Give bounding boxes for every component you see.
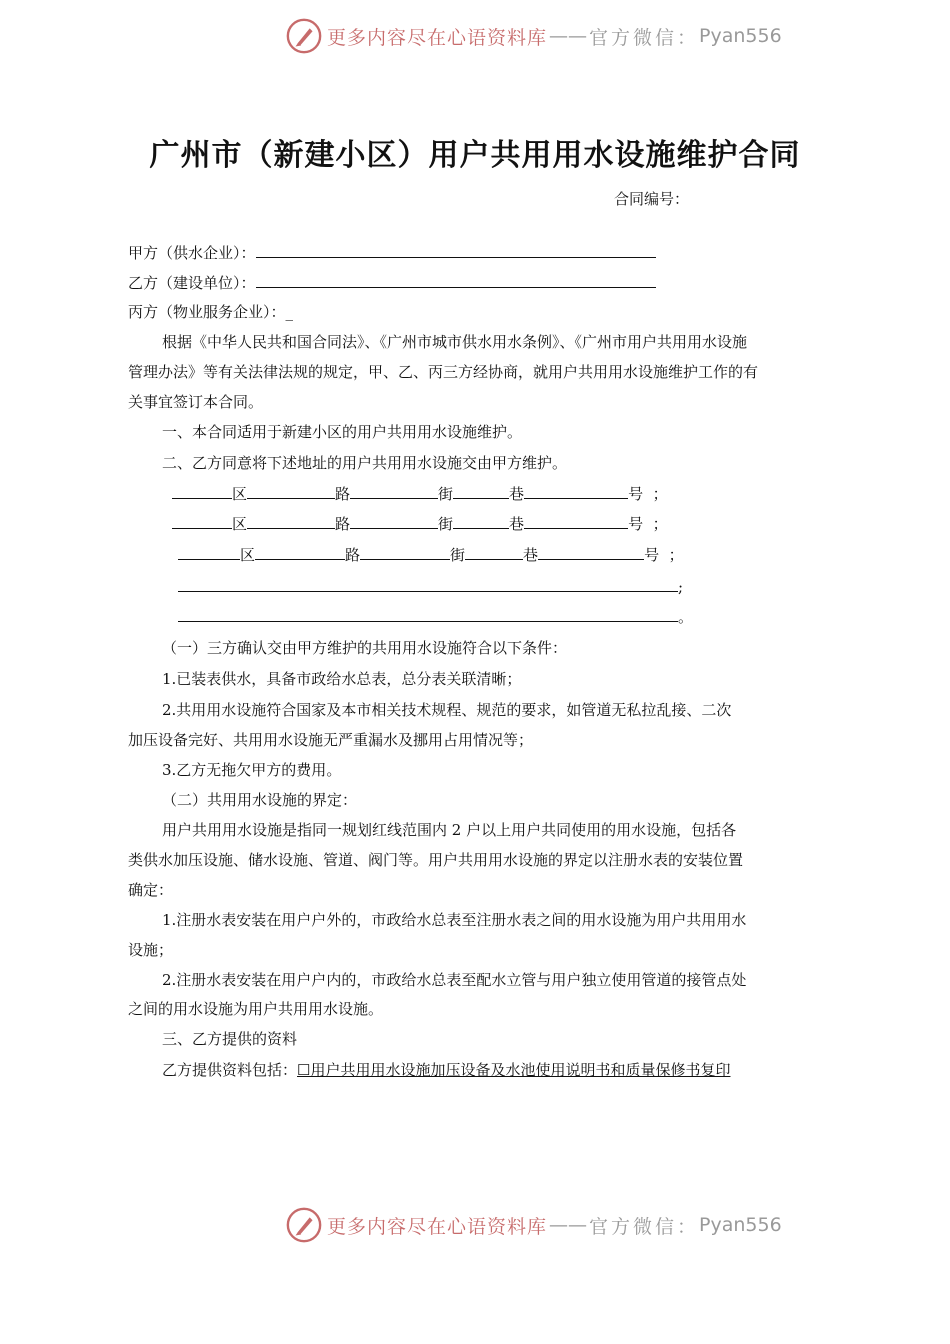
road-label: 路 (345, 546, 361, 564)
watermark-text: 更多内容尽在心语资料库 (327, 1215, 548, 1238)
number-label: 号 (628, 515, 644, 533)
district-label: 区 (232, 515, 248, 533)
party-b-label: 乙方（建设单位）： (128, 274, 256, 292)
contract-number-label: 合同编号： (614, 190, 690, 208)
watermark-bottom (285, 1205, 782, 1245)
definition-p1-line-3: 确定： (128, 881, 174, 899)
condition-item-1: 1.已装表供水，具备市政给水总表，总分表关联清晰； (162, 670, 522, 688)
watermark-label: 官方微信： (589, 1215, 700, 1238)
row-end-mark: ; (678, 578, 684, 596)
number-label: 号 (628, 485, 644, 503)
party-b-line (128, 273, 656, 293)
row-end-mark: ； (652, 515, 668, 533)
condition-item-2-line-1: 2.共用用水设施符合国家及本市相关技术规程、规范的要求，如管道无私拉乱接、二次 (162, 701, 732, 719)
condition-item-3: 3.乙方无拖欠甲方的费用。 (162, 761, 342, 779)
lane-label: 巷 (509, 515, 525, 533)
address-row-3 (178, 545, 684, 565)
street-label: 街 (450, 546, 466, 564)
clause-3-heading: 三、乙方提供的资料 (162, 1030, 298, 1048)
lane-blank[interactable] (465, 545, 523, 560)
address-row-5 (178, 607, 693, 627)
pen-logo-icon (285, 17, 323, 55)
street-label: 街 (438, 515, 454, 533)
clause-3-lead: 乙方提供资料包括： (162, 1061, 298, 1079)
number-label: 号 (644, 546, 660, 564)
party-a-blank[interactable] (256, 243, 656, 258)
condition-item-2-line-2: 加压设备完好、共用用水设施无严重漏水及挪用占用情况等； (128, 731, 534, 749)
watermark-separator: —— (549, 25, 588, 47)
row-end-mark: ； (652, 485, 668, 503)
number-blank[interactable] (524, 514, 628, 529)
street-blank[interactable] (350, 484, 438, 499)
watermark-text: 更多内容尽在心语资料库 (327, 26, 548, 49)
district-blank[interactable] (172, 514, 232, 529)
number-blank[interactable] (538, 545, 644, 560)
definition-item-2-line-1: 2.注册水表安装在用户户内的，市政给水总表至配水立管与用户独立使用管道的接管点处 (162, 971, 747, 989)
address-row-4 (178, 577, 683, 597)
road-label: 路 (335, 485, 351, 503)
watermark-label: 官方微信： (589, 26, 700, 49)
street-blank[interactable] (360, 545, 450, 560)
document-title: 广州市（新建小区）用户共用用水设施维护合同 (149, 138, 801, 173)
definition-item-1-line-1: 1.注册水表安装在用户户外的，市政给水总表至注册水表之间的用水设施为用户共用用水 (162, 911, 747, 929)
row-end-mark: 。 (678, 608, 694, 626)
definition-item-2-line-2: 之间的用水设施为用户共用用水设施。 (128, 1000, 384, 1018)
road-label: 路 (335, 515, 351, 533)
party-c-line (128, 302, 293, 322)
row-end-mark: ； (668, 546, 684, 564)
watermark-top (285, 16, 782, 56)
definition-p1-line-2: 类供水加压设施、储水设施、管道、阀门等。用户共用用水设施的界定以注册水表的安装位置 (128, 851, 744, 869)
address-full-blank[interactable] (178, 577, 678, 592)
watermark-separator: —— (549, 1214, 588, 1236)
lane-label: 巷 (523, 546, 539, 564)
definition-item-1-line-2: 设施； (128, 941, 174, 959)
street-label: 街 (438, 485, 454, 503)
clause-3-materials (162, 1060, 730, 1080)
road-blank[interactable] (255, 545, 345, 560)
preamble-line-2: 管理办法》等有关法律法规的规定，甲、乙、丙三方经协商，就用户共用用水设施维护工作的有 (128, 363, 759, 381)
preamble-line-1: 根据《中华人民共和国合同法》、《广州市城市供水用水条例》、《广州市用户共用用水设施 (162, 333, 748, 351)
conditions-heading: （一）三方确认交由甲方维护的共用用水设施符合以下条件： (162, 639, 568, 657)
address-full-blank[interactable] (178, 607, 678, 622)
party-c-label: 丙方（物业服务企业）：_ (128, 303, 294, 321)
watermark-wechat-id: Pyan556 (699, 1214, 782, 1236)
clause-1: 一、本合同适用于新建小区的用户共用用水设施维护。 (162, 423, 523, 441)
road-blank[interactable] (247, 514, 335, 529)
pen-logo-icon (285, 1206, 323, 1244)
party-b-blank[interactable] (256, 273, 656, 288)
address-row-2 (172, 514, 668, 534)
lane-blank[interactable] (453, 484, 509, 499)
district-blank[interactable] (172, 484, 232, 499)
district-blank[interactable] (178, 545, 240, 560)
party-a-line (128, 243, 656, 263)
preamble-line-3: 关事宜签订本合同。 (128, 393, 264, 411)
address-row-1 (172, 484, 668, 504)
definition-heading: （二）共用用水设施的界定： (162, 791, 358, 809)
definition-p1-line-1: 用户共用用水设施是指同一规划红线范围内 2 户以上用户共同使用的用水设施，包括各 (162, 821, 737, 839)
district-label: 区 (240, 546, 256, 564)
clause-3-materials-item: ☐用户共用用水设施加压设备及水池使用说明书和质量保修书复印 (297, 1061, 731, 1079)
lane-label: 巷 (509, 485, 525, 503)
district-label: 区 (232, 485, 248, 503)
party-a-label: 甲方（供水企业）： (128, 244, 256, 262)
lane-blank[interactable] (453, 514, 509, 529)
street-blank[interactable] (350, 514, 438, 529)
watermark-wechat-id: Pyan556 (699, 25, 782, 47)
road-blank[interactable] (247, 484, 335, 499)
number-blank[interactable] (524, 484, 628, 499)
clause-2: 二、乙方同意将下述地址的用户共用用水设施交由甲方维护。 (162, 454, 568, 472)
